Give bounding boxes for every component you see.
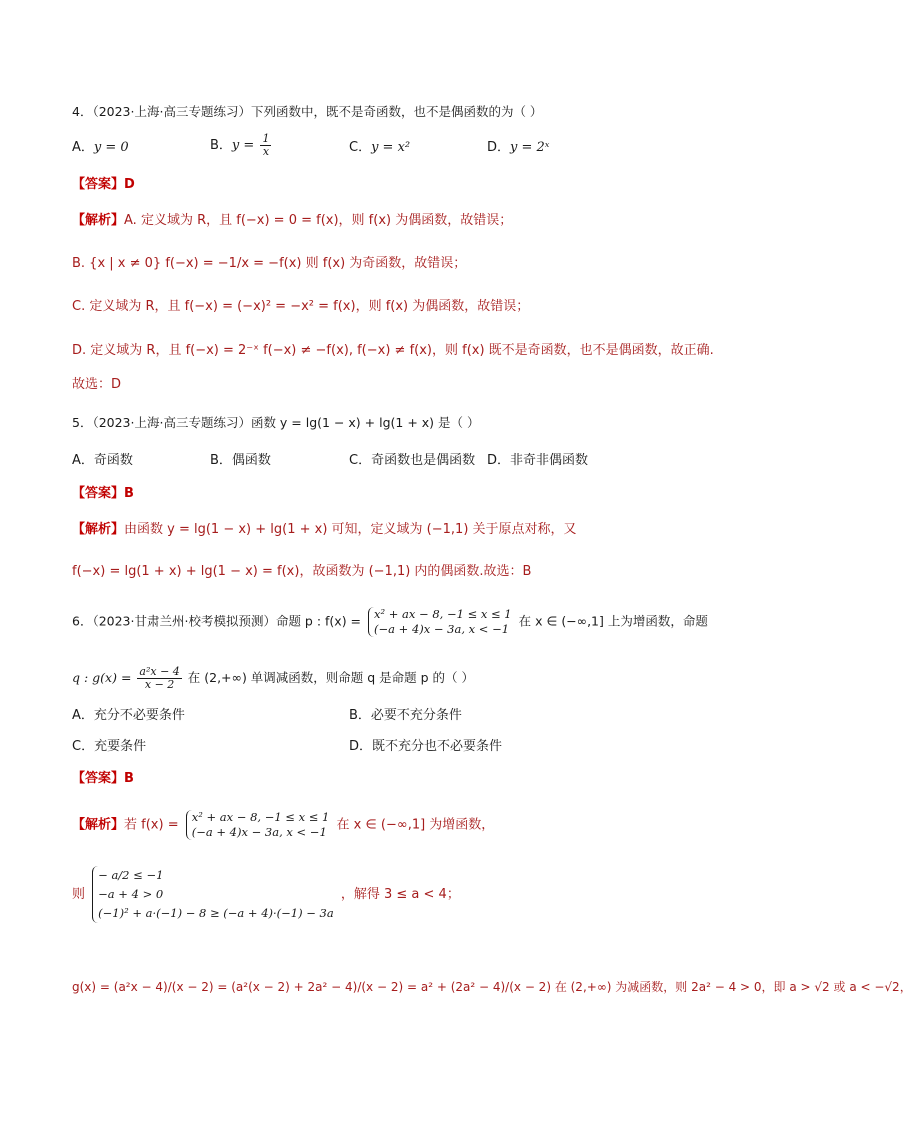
q5-option-b: B．偶函数 [210,453,271,468]
q5-analysis-line2: f(−x) = lg(1 + x) + lg(1 − x) = f(x)，故函数为 (−1,1) 内的偶函数.故选：B [72,564,532,579]
q4-option-a: A．y = 0 [72,140,129,155]
q4-analysis-b: B. {x | x ≠ 0} f(−x) = −1/x = −f(x) 则 f(x) 为奇函数，故错误； [72,256,467,271]
q4-option-b: B．y = $\frac{1}{x}$ [210,132,270,158]
q5-option-d: D．非奇非偶函数 [487,453,589,468]
q6-option-d: D．既不充分也不必要条件 [349,739,503,754]
q6-piecewise-f: x² + ax − 8, −1 ≤ x ≤ 1 (−a + 4)x − 3a, x < −1 [368,607,512,637]
q6-analysis-g-line: g(x) = (a²x − 4)/(x − 2) = (a²(x − 2) + 2a² − 4)/(x − 2) = a² + (2a² − 4)/(x − 2) 在 (2,+∞) 为减函数，则 2a² − 4 > 0，即 a > √2 或 a < −√2， [72,980,912,994]
q6-analysis-system: 则 − a/2 ≤ −1 −a + 4 > 0 (−1)² + a·(−1) − 8 ≥ (−a + 4)·(−1) − 3a ，解得 3 ≤ a < 4； [72,866,460,923]
q6-analysis-piecewise: x² + ax − 8, −1 ≤ x ≤ 1 (−a + 4)x − 3a, x < −1 [186,810,330,840]
question-4-stem: 4．（2023·上海·高三专题练习）下列函数中，既不是奇函数，也不是偶函数的为（ ） [72,104,543,119]
q4-analysis-d: D. 定义域为 R，且 f(−x) = 2⁻ˣ f(−x) ≠ −f(x), f(−x) ≠ f(x)，则 f(x) 既不是奇函数，也不是偶函数，故正确. [72,343,714,358]
question-5-stem: 5．（2023·上海·高三专题练习）函数 y = lg(1 − x) + lg(1 + x) 是（ ） [72,415,480,430]
q5-answer: 【答案】B [72,486,134,501]
q6-option-b: B．必要不充分条件 [349,708,462,723]
question-6-q-definition: q : g(x) = $\frac{\text{a²x − 4}}{x - 2}$ 在 (2,+∞) 单调减函数，则命题 q 是命题 p 的（ ） [72,665,475,691]
q6-inequality-system: − a/2 ≤ −1 −a + 4 > 0 (−1)² + a·(−1) − 8 ≥ (−a + 4)·(−1) − 3a [92,866,334,923]
q4-answer: 【答案】D [72,177,135,192]
q6-answer: 【答案】B [72,771,134,786]
q5-option-a: A．奇函数 [72,453,133,468]
question-6-stem: 6．（2023·甘肃兰州·校考模拟预测）命题 p : f(x) = x² + ax − 8, −1 ≤ x ≤ 1 (−a + 4)x − 3a, x < −1 在 x ∈ (−∞,1] 上为增函数，命题 [72,607,708,636]
q4-analysis-a: 【解析】A. 定义域为 R，且 f(−x) = 0 = f(x)，则 f(x) 为偶函数，故错误； [72,213,513,228]
q4-analysis-c: C. 定义域为 R，且 f(−x) = (−x)² = −x² = f(x)，则 f(x) 为偶函数，故错误； [72,299,530,314]
q5-analysis-line1: 【解析】由函数 y = lg(1 − x) + lg(1 + x) 可知，定义域为 (−1,1) 关于原点对称，又 [72,522,577,537]
q6-analysis-line1: 【解析】若 f(x) = x² + ax − 8, −1 ≤ x ≤ 1 (−a + 4)x − 3a, x < −1 在 x ∈ (−∞,1] 为增函数， [72,810,495,839]
q6-option-c: C．充要条件 [72,739,147,754]
q4-option-d: D．y = 2ˣ [487,140,550,155]
q6-option-a: A．充分不必要条件 [72,708,185,723]
q5-option-c: C．奇函数也是偶函数 [349,453,476,468]
q4-option-c: C．y = x² [349,140,411,155]
q4-conclusion: 故选：D [72,377,122,392]
